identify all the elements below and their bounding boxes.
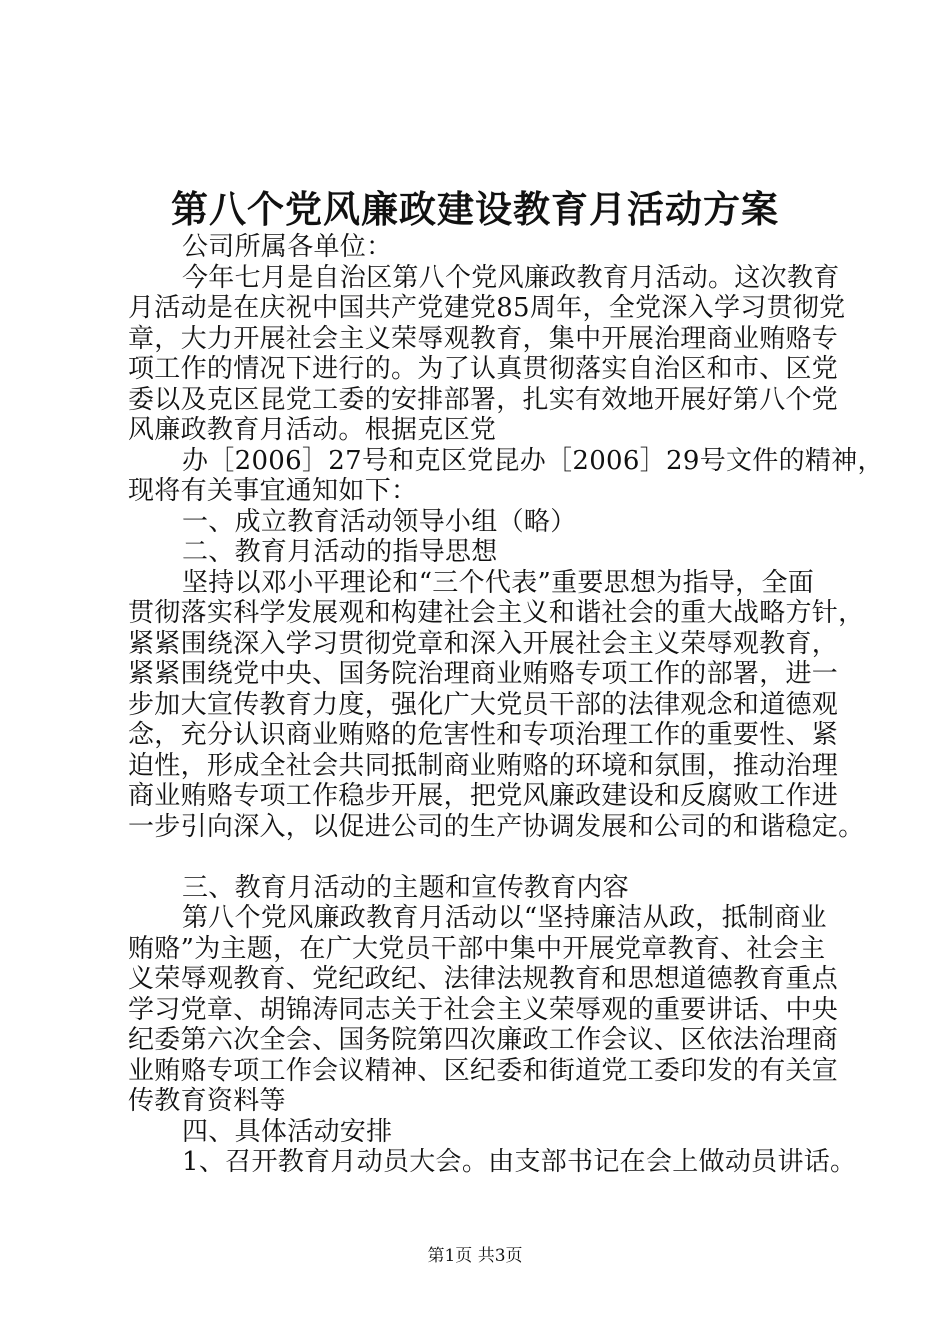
blank-line [128, 842, 844, 873]
document-body [128, 232, 884, 1178]
text-line: 三、教育月活动的主题和宣传教育内容 [182, 872, 630, 903]
text-line: 坚持以邓小平理论和“三个代表”重要思想为指导，全面 [182, 567, 815, 598]
text-line: 义荣辱观教育、党纪政纪、法律法规教育和思想道德教育重点 [128, 964, 839, 994]
text-line: 今年七月是自治区第八个党风廉政教育月活动。这次教育 [182, 262, 840, 293]
text-line: 项工作的情况下进行的。为了认真贯彻落实自治区和市、区党 [128, 354, 839, 384]
text-line: 月活动是在庆祝中国共产党建党85周年，全党深入学习贯彻党 [128, 293, 846, 323]
page-footer: 第1页 共3页 [427, 1246, 523, 1266]
text-line: 1、召开教育月动员大会。由支部书记在会上做动员讲话。 [182, 1147, 857, 1177]
text-line: 一、成立教育活动领导小组（略） [182, 506, 577, 537]
text-line: 迫性，形成全社会共同抵制商业贿赂的环境和氛围，推动治理 [128, 750, 839, 781]
text-line: 传教育资料等 [128, 1086, 286, 1116]
text-line: 贿赂”为主题，在广大党员干部中集中开展党章教育、社会主 [128, 933, 826, 964]
text-line: 念，充分认识商业贿赂的危害性和专项治理工作的重要性、紧 [128, 720, 839, 750]
text-line: 办［2006］27号和克区党昆办［2006］29号文件的精神， [182, 445, 884, 476]
text-line: 一步引向深入，以促进公司的生产协调发展和公司的和谐稳定。 [128, 811, 865, 842]
text-line: 紧紧围绕深入学习贯彻党章和深入开展社会主义荣辱观教育， [128, 628, 839, 659]
text-line: 章，大力开展社会主义荣辱观教育，集中开展治理商业贿赂专 [128, 323, 839, 354]
text-line: 委以及克区昆党工委的安排部署，扎实有效地开展好第八个党 [128, 384, 839, 415]
text-line: 紧紧围绕党中央、国务院治理商业贿赂专项工作的部署，进一 [128, 659, 839, 689]
text-line: 业贿赂专项工作会议精神、区纪委和街道党工委印发的有关宣 [128, 1055, 839, 1086]
text-line: 四、具体活动安排 [182, 1116, 393, 1147]
page-title: 第八个党风廉政建设教育月活动方案 [171, 187, 779, 231]
text-line: 学习党章、胡锦涛同志关于社会主义荣辱观的重要讲话、中央 [128, 994, 839, 1025]
text-line: 纪委第六次全会、国务院第四次廉政工作会议、区依法治理商 [128, 1025, 839, 1055]
text-line: 商业贿赂专项工作稳步开展，把党风廉政建设和反腐败工作进 [128, 781, 839, 811]
text-line: 风廉政教育月活动。根据克区党 [128, 415, 497, 445]
text-line: 步加大宣传教育力度，强化广大党员干部的法律观念和道德观 [128, 689, 839, 720]
text-line: 公司所属各单位： [182, 232, 393, 262]
text-line: 第八个党风廉政教育月活动以“坚持廉洁从政，抵制商业 [182, 903, 827, 933]
text-line: 现将有关事宜通知如下： [128, 476, 418, 506]
text-line: 贯彻落实科学发展观和构建社会主义和谐社会的重大战略方针， [128, 598, 865, 628]
text-line: 二、教育月活动的指导思想 [182, 537, 498, 567]
